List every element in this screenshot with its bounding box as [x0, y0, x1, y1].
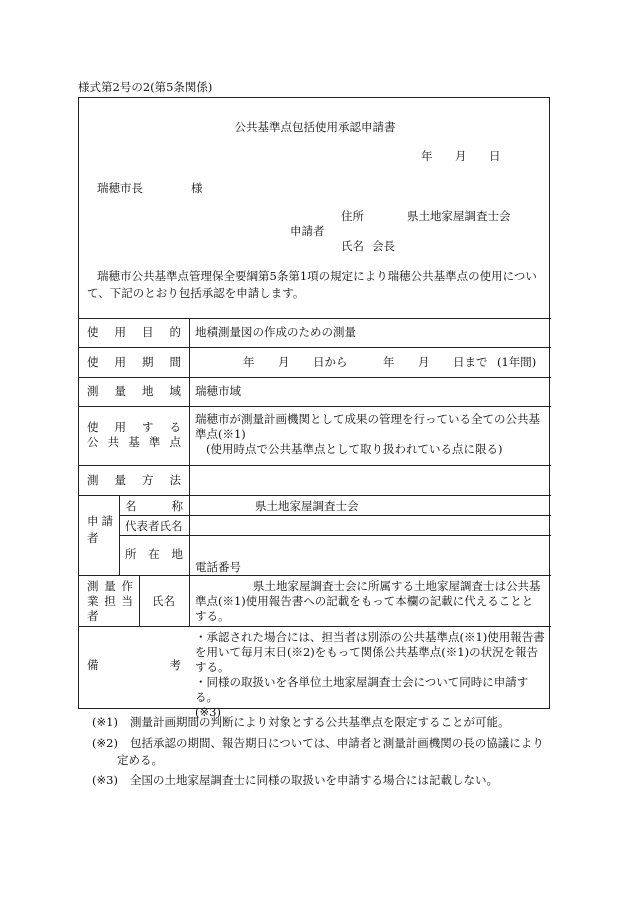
grid-line [139, 575, 140, 627]
addressee-name: 瑞穂市長 [97, 181, 143, 195]
grid-line [79, 495, 551, 496]
grid-line [189, 575, 190, 627]
points-line2: 準点(※1) [195, 427, 246, 441]
period-year: 年 [243, 355, 255, 369]
remarks-line5: (※3) [195, 705, 221, 719]
remarks-line1: ・承認された場合には、担当者は別添の公共基準点(※1)使用報告書 [195, 630, 545, 644]
row-label-points-line2: 公 共 基 準 点 [87, 435, 181, 449]
row-label-purpose: 使 用 目 的 [87, 325, 181, 339]
applicant-group-phone-label: 電話番号 [195, 560, 241, 574]
period-note: (1年間) [497, 355, 537, 369]
period-year2: 年 [383, 355, 395, 369]
grid-line [189, 318, 190, 576]
points-value [195, 412, 540, 457]
operator-line1: 県土地家屋調査士会に所属する土地家屋調査士は公共基 [253, 579, 541, 593]
operator-line3: する。 [195, 609, 230, 623]
points-line3: (使用時点で公共基準点として取り扱われている点に限る) [206, 442, 503, 456]
application-form [78, 97, 550, 719]
date-day: 日 [489, 149, 501, 163]
period-until: 日まで [453, 355, 488, 369]
footnote-1-text: 測量計画期間の判断により対象とする公共基準点を限定することが可能。 [130, 715, 510, 729]
applicant-group-location-label: 所 在 地 [125, 547, 183, 561]
row-label-points-line1: 使 用 す る [87, 420, 181, 434]
grid-line [79, 465, 551, 466]
form-title: 公共基準点包括使用承認申請書 [234, 120, 396, 134]
grid-line [79, 347, 551, 348]
row-label-period: 使 用 期 間 [87, 355, 181, 369]
footnote-2-text2: 定める。 [117, 753, 163, 767]
applicant-name-value: 会長 [372, 239, 395, 253]
footnote-1-mark: (※1) [92, 715, 118, 729]
remarks-line4: ・同様の取扱いを各単位土地家屋調査士会について同時に申請する。 [195, 675, 529, 704]
addressee-honorific: 様 [191, 181, 203, 195]
applicant-group-rep-label: 代表者氏名 [125, 519, 183, 533]
applicant-address-value: 県土地家屋調査士会 [407, 209, 511, 223]
operator-label-line1: 測 量 作 [87, 579, 133, 593]
applicant-group-name-value: 県土地家屋調査士会 [255, 499, 359, 513]
operator-value [195, 579, 541, 624]
operator-name-label: 氏名 [152, 594, 175, 608]
footnote-3-text: 全国の土地家屋調査士に同様の取扱いを申請する場合には記載しない。 [130, 773, 498, 787]
footnote-2-text: 包括承認の期間、報告期日については、申請者と測量計画機関の長の協議により [130, 736, 544, 750]
remarks-line3: する。 [195, 660, 230, 674]
grid-line [79, 406, 551, 407]
row-label-area: 測 量 地 域 [87, 384, 181, 398]
date-year: 年 [421, 149, 433, 163]
footnote-3-mark: (※3) [92, 773, 118, 787]
row-label-remarks: 備 考 [87, 658, 181, 672]
purpose-value: 地積測量図の作成のための測量 [195, 325, 356, 339]
statement-line1: 瑞穂市公共基準点管理保全要綱第5条第1項の規定により瑞穂公共基準点の使用につい [97, 269, 537, 283]
grid-line [79, 377, 551, 378]
applicant-name-label: 氏名 [341, 239, 364, 253]
form-number: 様式第2号の2(第5条関係) [78, 80, 213, 94]
grid-line [79, 575, 551, 576]
grid-line [119, 495, 120, 576]
applicant-address-label: 住所 [341, 209, 364, 223]
applicant-group-label-line2: 者 [87, 531, 99, 545]
points-line1: 瑞穂市が測量計画機関として成果の管理を行っている全ての公共基 [195, 412, 540, 426]
area-value: 瑞穂市域 [195, 384, 241, 398]
remarks-value [195, 630, 549, 720]
grid-line [119, 515, 551, 516]
operator-label-line3: 者 [87, 609, 99, 623]
applicant-group-label-line1: 申 請 [87, 514, 113, 528]
applicant-group-name-label: 名 称 [125, 499, 183, 513]
footnote-2-mark: (※2) [92, 736, 118, 750]
operator-line2: 準点(※1)使用報告書への記載をもって本欄の記載に代えることと [195, 594, 534, 608]
statement-line2: て、下記のとおり包括承認を申請します。 [87, 286, 305, 300]
grid-line [79, 318, 551, 319]
period-from: 日から [313, 355, 348, 369]
grid-line [79, 626, 551, 627]
date-month: 月 [455, 149, 467, 163]
period-month: 月 [278, 355, 290, 369]
operator-label-line2: 業 担 当 [87, 594, 133, 608]
period-month2: 月 [418, 355, 430, 369]
grid-line [119, 535, 551, 536]
applicant-label: 申請者 [290, 224, 325, 238]
remarks-line2: を用いて毎月末日(※2)をもって関係公共基準点(※1)の状況を報告 [195, 645, 539, 659]
row-label-method: 測 量 方 法 [87, 473, 181, 487]
